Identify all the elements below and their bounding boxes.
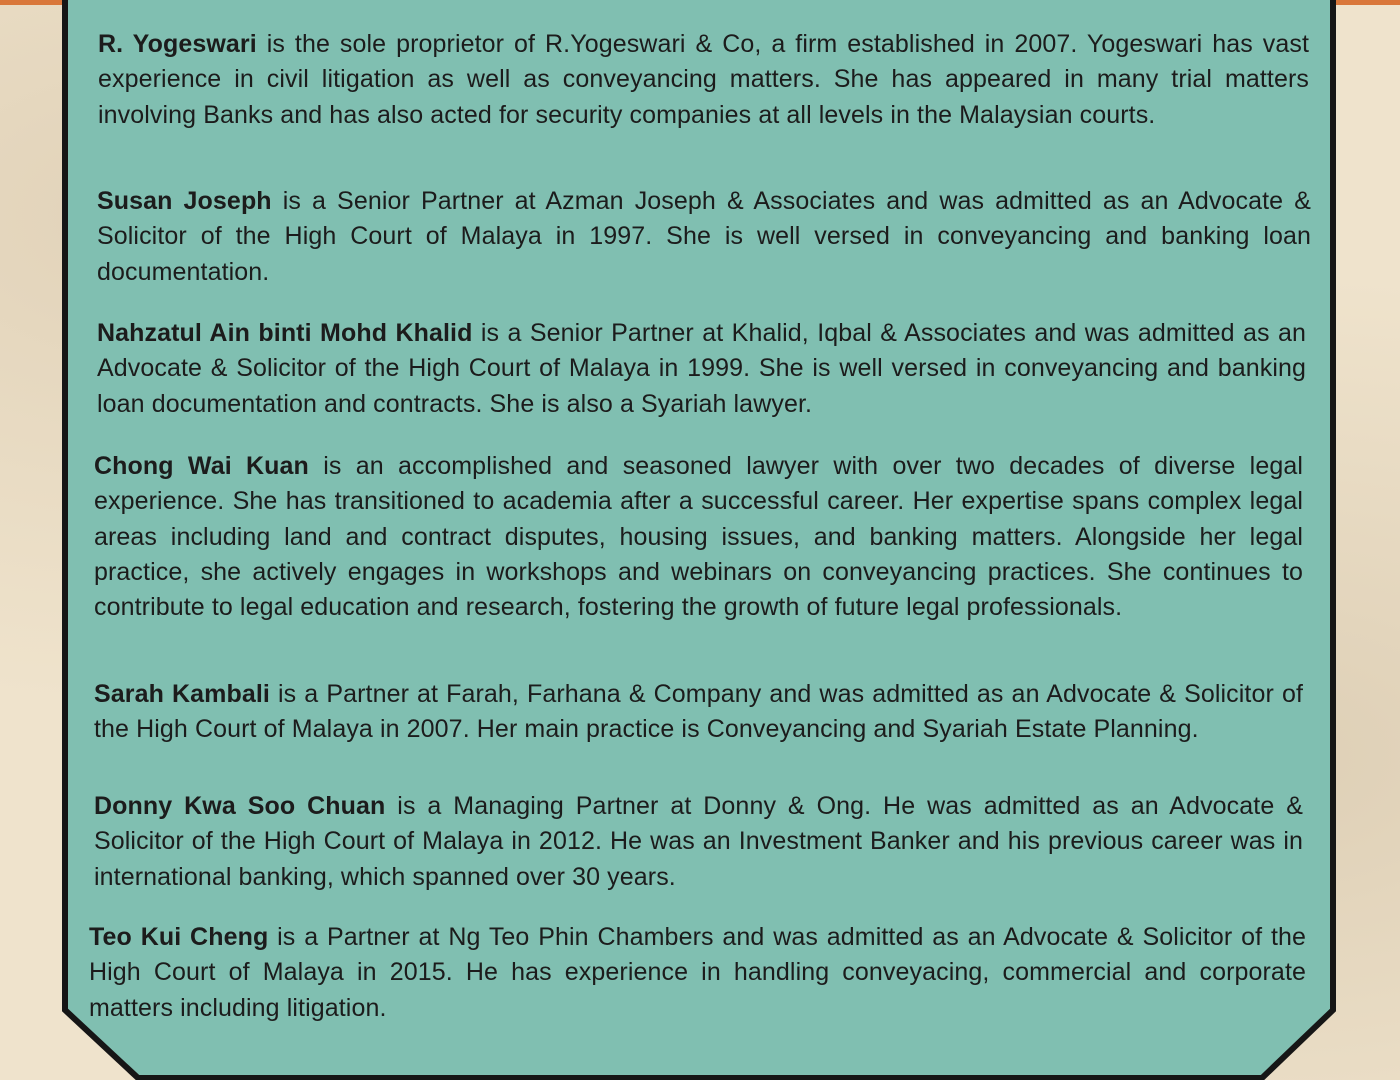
bio-teo-kui-cheng [89, 920, 1306, 1026]
bio-name: Donny Kwa Soo Chuan [94, 792, 386, 820]
bio-text: is a Partner at Farah, Farhana & Company and was admitted as an Advocate & Solicitor of the High Court of Malaya in 2007. Her main practice is Conveyancing and Syariah Estate Planning. [94, 680, 1303, 744]
bio-text: is a Partner at Ng Teo Phin Chambers and was admitted as an Advocate & Solicitor of the High Court of Malaya in 2015. He has experience in handling conveyacing, commercial and corporate matters including litigation. [89, 923, 1307, 1022]
bio-name: Sarah Kambali [94, 680, 270, 708]
bio-sarah-kambali [94, 677, 1303, 748]
bio-chong-wai-kuan [94, 449, 1303, 625]
bio-name: Chong Wai Kuan [94, 452, 309, 480]
bio-nahzatul-ain [97, 316, 1306, 422]
bio-text: is the sole proprietor of R.Yogeswari & Co, a firm established in 2007. Yogeswari has vast experience in civil litigation as well as conveyancing matters. She has appeared in many trial matters involving Banks and has also acted for security companies at all levels in the Malaysian courts. [98, 30, 1309, 129]
bio-name: Susan Joseph [97, 187, 272, 215]
bio-text: is an accomplished and seasoned lawyer with over two decades of diverse legal experience. She has transitioned to academia after a successful career. Her expertise spans complex legal areas including land and contract disputes, housing issues, and banking matters. Alongside her legal practice, she actively engages in workshops and webinars on conveyancing practices. She continues to contribute to legal education and research, fostering the growth of future legal professionals. [94, 452, 1304, 622]
bio-text: is a Senior Partner at Khalid, Iqbal & Associates and was admitted as an Advocate & Solicitor of the High Court of Malaya in 1999. She is well versed in conveyancing and banking loan documentation and contracts. She is also a Syariah lawyer. [97, 319, 1306, 418]
bio-donny-kwa [94, 789, 1303, 895]
bio-name: Nahzatul Ain binti Mohd Khalid [97, 319, 473, 347]
bio-name: R. Yogeswari [98, 30, 257, 58]
bio-text: is a Senior Partner at Azman Joseph & Associates and was admitted as an Advocate & Solicitor of the High Court of Malaya in 1997. She is well versed in conveyancing and banking loan documentation. [97, 187, 1311, 286]
bio-text: is a Managing Partner at Donny & Ong. He was admitted as an Advocate & Solicitor of the High Court of Malaya in 2012. He was an Investment Banker and his previous career was in international banking, which spanned over 30 years. [94, 792, 1303, 891]
bio-name: Teo Kui Cheng [89, 923, 269, 951]
bio-r-yogeswari [98, 27, 1309, 133]
bio-susan-joseph [97, 184, 1311, 290]
